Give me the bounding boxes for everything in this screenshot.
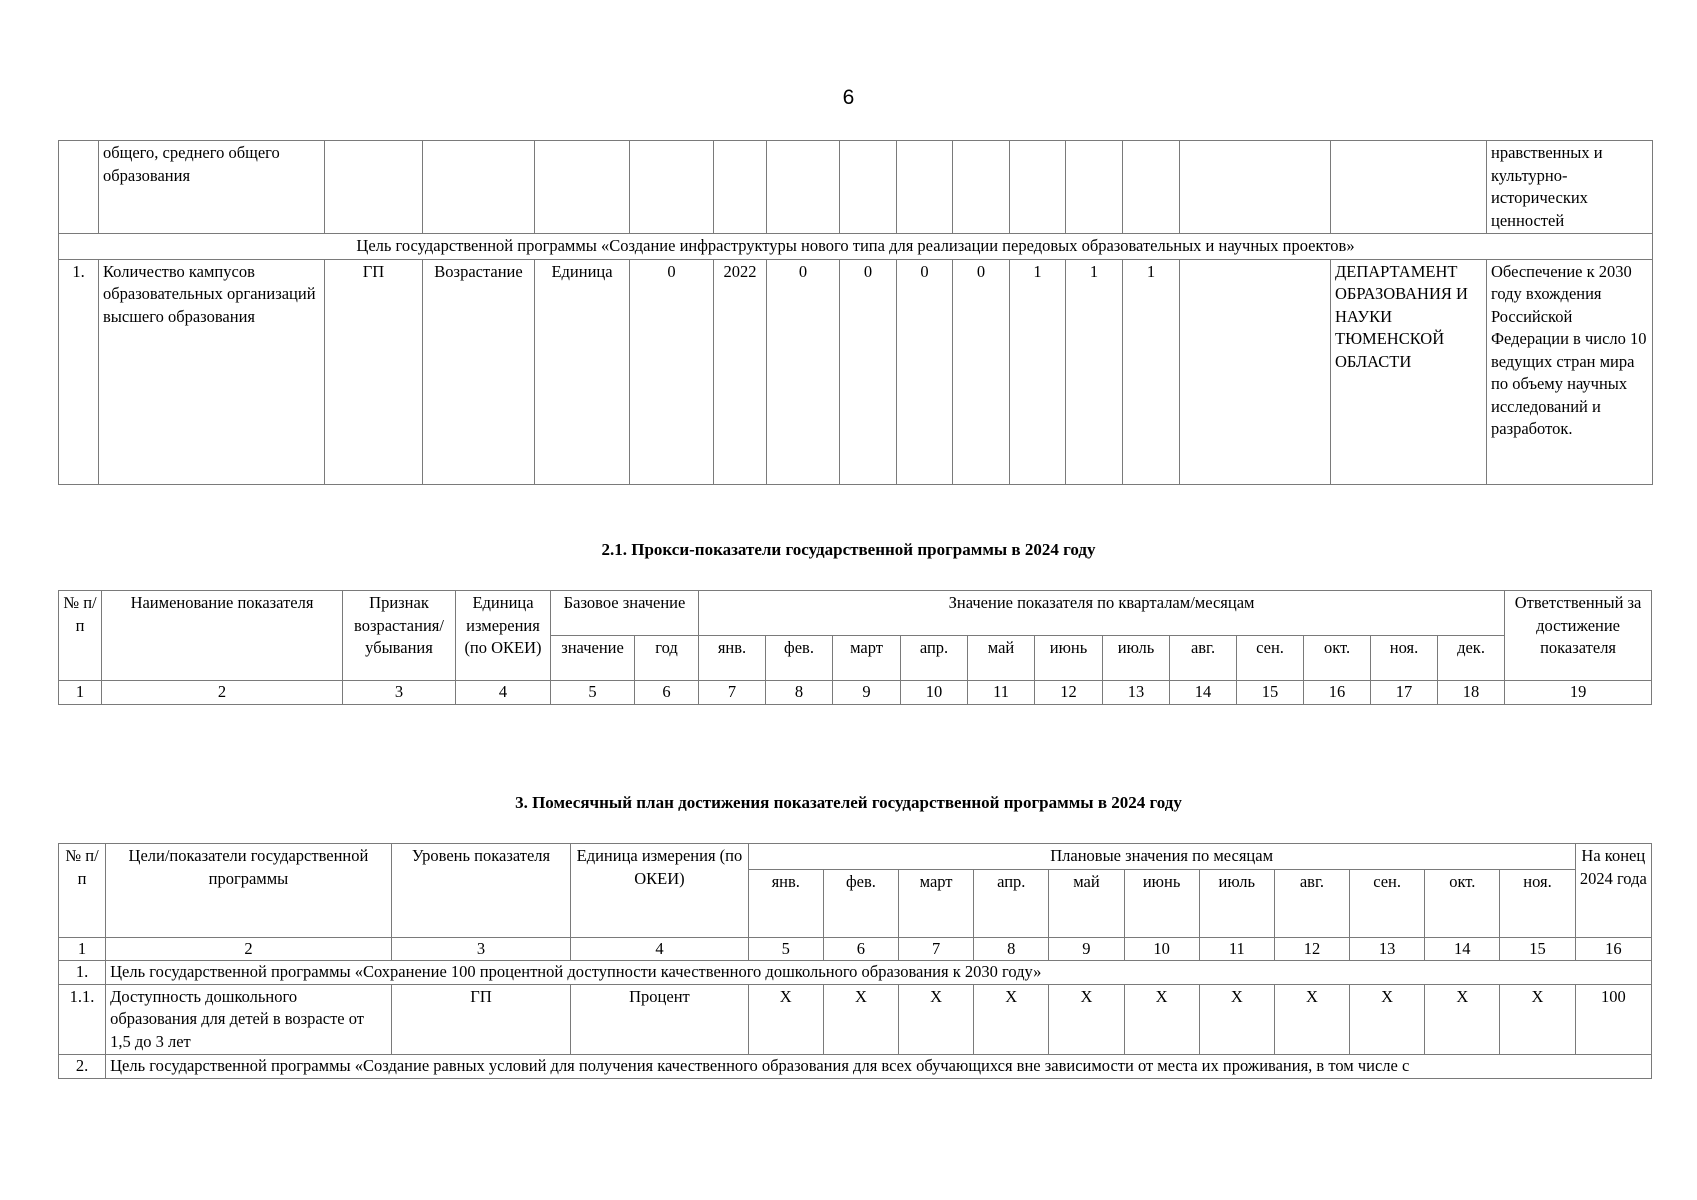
indicator-unit: Процент <box>571 984 748 1055</box>
month-header: апр. <box>974 869 1049 937</box>
column-number: 1 <box>59 937 106 961</box>
table-row <box>59 259 1653 484</box>
column-number: 13 <box>1103 681 1170 705</box>
column-number: 8 <box>974 937 1049 961</box>
row-number: 1.1. <box>59 984 106 1055</box>
goal-number: 2. <box>59 1055 106 1079</box>
column-number: 4 <box>456 681 551 705</box>
value-cell: 0 <box>767 259 840 484</box>
month-header: авг. <box>1274 869 1349 937</box>
column-number: 14 <box>1170 681 1237 705</box>
base-year: 2022 <box>714 259 767 484</box>
goal-number: 1. <box>59 961 106 985</box>
plan-value: X <box>1500 984 1575 1055</box>
proxy-indicators-table <box>58 590 1652 705</box>
column-number: 10 <box>1124 937 1199 961</box>
header-num: № п/п <box>59 844 106 938</box>
month-header: фев. <box>823 869 898 937</box>
column-number: 4 <box>571 937 748 961</box>
section-3-title: 3. Помесячный план достижения показателей государственной программы в 2024 году <box>515 793 1182 812</box>
column-number: 9 <box>1049 937 1124 961</box>
header-end: На конец 2024 года <box>1575 844 1651 938</box>
month-header: окт. <box>1304 636 1371 681</box>
value-cell: 0 <box>953 259 1010 484</box>
value-cell: 1 <box>1123 259 1180 484</box>
header-num: № п/п <box>59 591 102 681</box>
column-number: 2 <box>106 937 392 961</box>
plan-value: X <box>899 984 974 1055</box>
month-header: июль <box>1103 636 1170 681</box>
column-number-row <box>59 937 1652 961</box>
header-unit: Единица измерения (по ОКЕИ) <box>571 844 748 938</box>
column-number: 2 <box>102 681 343 705</box>
goal-text: Цель государственной программы «Создание инфраструктуры нового типа для реализации передовых образовательных и научных проектов» <box>59 234 1653 260</box>
month-header: май <box>968 636 1035 681</box>
month-header: май <box>1049 869 1124 937</box>
plan-value: X <box>1425 984 1500 1055</box>
month-header: март <box>899 869 974 937</box>
section-21-title: 2.1. Прокси-показатели государственной программы в 2024 году <box>601 540 1096 559</box>
column-number: 12 <box>1274 937 1349 961</box>
column-number: 16 <box>1575 937 1651 961</box>
value-cell: 0 <box>840 259 897 484</box>
column-number: 5 <box>551 681 635 705</box>
value-cell <box>1180 259 1331 484</box>
column-number: 7 <box>699 681 766 705</box>
month-header: март <box>833 636 901 681</box>
value-cell: 1 <box>1066 259 1123 484</box>
indicator-name: Количество кампусов образовательных организаций высшего образования <box>99 259 325 484</box>
month-header: сен. <box>1350 869 1425 937</box>
plan-value: X <box>1124 984 1199 1055</box>
month-header: дек. <box>1438 636 1505 681</box>
month-header: авг. <box>1170 636 1237 681</box>
column-number: 6 <box>823 937 898 961</box>
column-number: 9 <box>833 681 901 705</box>
plan-value: X <box>974 984 1049 1055</box>
header-base-year: год <box>635 636 699 681</box>
month-header: апр. <box>901 636 968 681</box>
header-name: Цели/показатели государственной программы <box>106 844 392 938</box>
header-responsible: Ответственный за достижение показателя <box>1505 591 1652 681</box>
column-number: 15 <box>1237 681 1304 705</box>
month-header: янв. <box>699 636 766 681</box>
header-unit: Единица измерения (по ОКЕИ) <box>456 591 551 681</box>
column-number-row <box>59 681 1652 705</box>
header-base: Базовое значение <box>551 591 699 636</box>
column-number: 3 <box>391 937 570 961</box>
column-number: 15 <box>1500 937 1575 961</box>
column-number: 6 <box>635 681 699 705</box>
column-number: 12 <box>1035 681 1103 705</box>
header-plan: Плановые значения по месяцам <box>748 844 1575 870</box>
header-level: Уровень показателя <box>391 844 570 938</box>
month-header: сен. <box>1237 636 1304 681</box>
column-number: 8 <box>766 681 833 705</box>
column-number: 10 <box>901 681 968 705</box>
column-number: 11 <box>968 681 1035 705</box>
plan-value: X <box>748 984 823 1055</box>
month-header: окт. <box>1425 869 1500 937</box>
month-header: июнь <box>1124 869 1199 937</box>
indicator-name: Доступность дошкольного образования для детей в возрасте от 1,5 до 3 лет <box>106 984 392 1055</box>
column-number: 1 <box>59 681 102 705</box>
header-trend: Признак возрастания/ убывания <box>343 591 456 681</box>
continued-row <box>59 141 1653 234</box>
header-base-value: значение <box>551 636 635 681</box>
header-row <box>59 591 1652 636</box>
plan-value: X <box>1199 984 1274 1055</box>
header-name: Наименование показателя <box>102 591 343 681</box>
column-number: 17 <box>1371 681 1438 705</box>
link-cell: Обеспечение к 2030 году вхождения Российской Федерации в число 10 ведущих стран мира по объему научных исследований и разработок. <box>1487 259 1653 484</box>
month-header: янв. <box>748 869 823 937</box>
goal-row <box>59 234 1653 260</box>
end-year-value: 100 <box>1575 984 1651 1055</box>
indicator-level: ГП <box>325 259 423 484</box>
plan-value: X <box>823 984 898 1055</box>
plan-value: X <box>1049 984 1124 1055</box>
header-values: Значение показателя по кварталам/месяцам <box>699 591 1505 636</box>
indicators-table-continued <box>58 140 1653 485</box>
column-number: 3 <box>343 681 456 705</box>
responsible-cell: ДЕПАРТАМЕНТ ОБРАЗОВАНИЯ И НАУКИ ТЮМЕНСКОЙ ОБЛАСТИ <box>1331 259 1487 484</box>
column-number: 18 <box>1438 681 1505 705</box>
table-row <box>59 984 1652 1055</box>
column-number: 16 <box>1304 681 1371 705</box>
column-number: 7 <box>899 937 974 961</box>
month-header: ноя. <box>1500 869 1575 937</box>
column-number: 19 <box>1505 681 1652 705</box>
header-row <box>59 844 1652 870</box>
indicator-trend: Возрастание <box>423 259 535 484</box>
goal-row <box>59 1055 1652 1079</box>
page-number: 6 <box>842 86 855 109</box>
continued-link-cell: нравственных и культурно-исторических ценностей <box>1487 141 1653 234</box>
column-number: 13 <box>1350 937 1425 961</box>
continued-name-cell: общего, среднего общего образования <box>99 141 325 234</box>
monthly-plan-table <box>58 843 1652 1079</box>
month-header: фев. <box>766 636 833 681</box>
month-header: июль <box>1199 869 1274 937</box>
month-header: ноя. <box>1371 636 1438 681</box>
value-cell: 1 <box>1010 259 1066 484</box>
month-header: июнь <box>1035 636 1103 681</box>
row-number: 1. <box>59 259 99 484</box>
column-number: 14 <box>1425 937 1500 961</box>
plan-value: X <box>1350 984 1425 1055</box>
plan-value: X <box>1274 984 1349 1055</box>
goal-text: Цель государственной программы «Создание равных условий для получения качественного образования для всех обучающихся вне зависимости от места их проживания, в том числе с <box>106 1055 1652 1079</box>
column-number: 11 <box>1199 937 1274 961</box>
goal-row <box>59 961 1652 985</box>
goal-text: Цель государственной программы «Сохранение 100 процентной доступности качественного дошкольного образования к 2030 году» <box>106 961 1652 985</box>
column-number: 5 <box>748 937 823 961</box>
value-cell: 0 <box>897 259 953 484</box>
base-value: 0 <box>630 259 714 484</box>
indicator-unit: Единица <box>535 259 630 484</box>
indicator-level: ГП <box>391 984 570 1055</box>
